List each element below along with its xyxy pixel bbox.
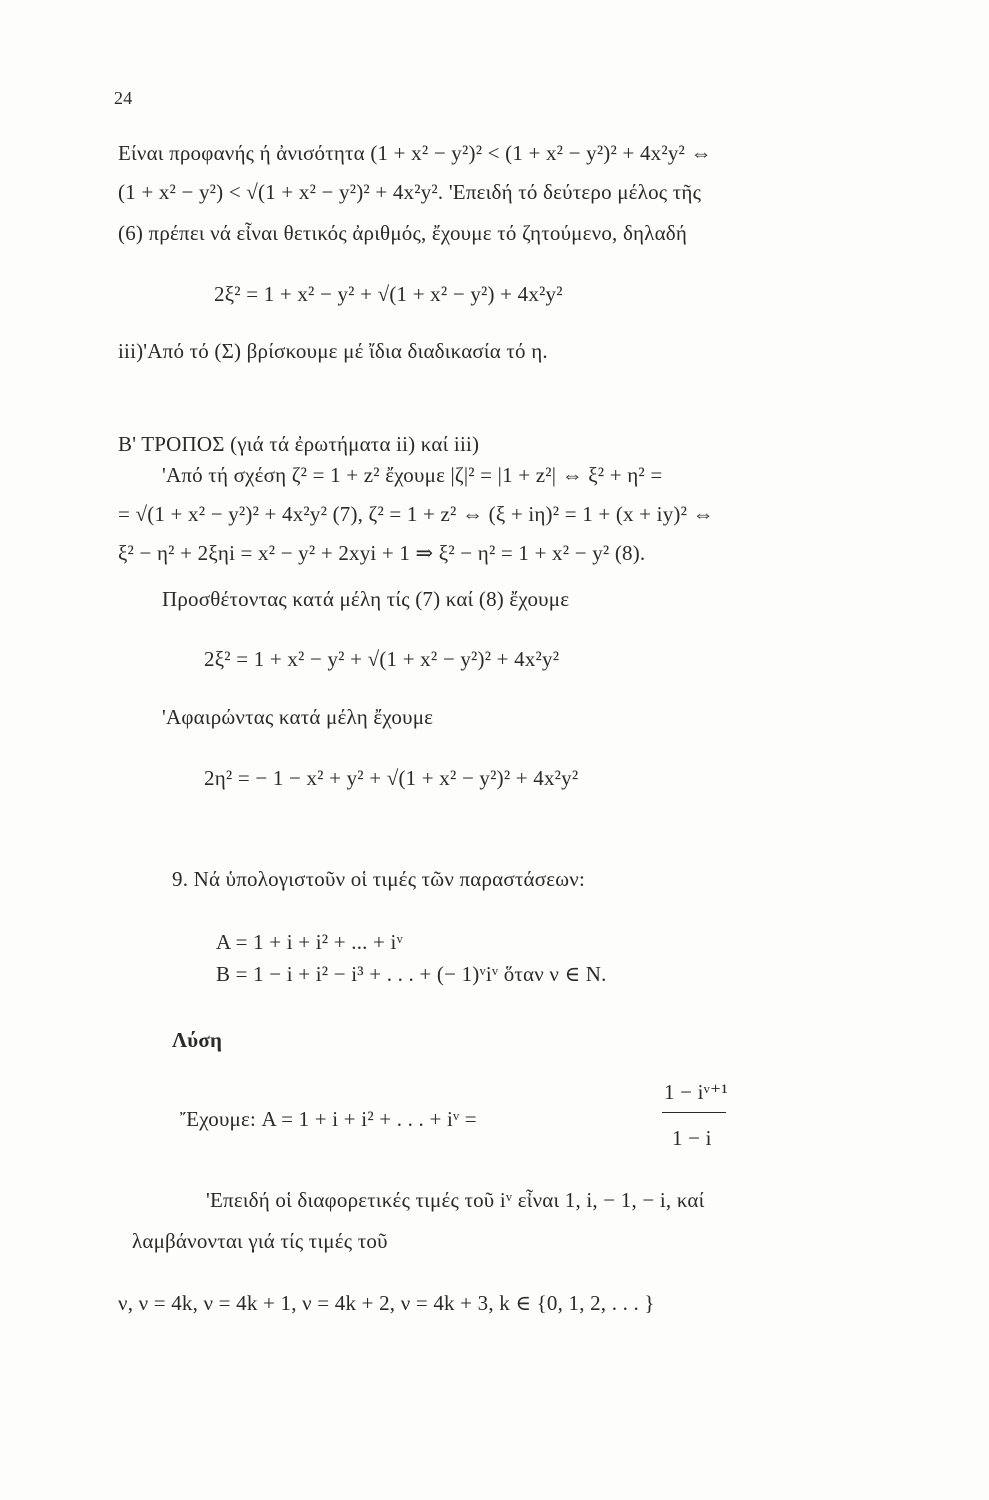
equation: A = 1 + i + i² + ... + iᵛ	[216, 930, 403, 954]
fraction-denominator: 1 − i	[672, 1126, 712, 1150]
equation: Ἔχουμε: A = 1 + i + i² + . . . + iᵛ =	[180, 1107, 477, 1131]
fraction-numerator: 1 − iᵛ⁺¹	[664, 1080, 728, 1104]
exercise-heading: 9. Νά ὑπολογιστοῦν οἱ τιμές τῶν παραστάσεων:	[172, 867, 586, 891]
text-line: = √(1 + x² − y²)² + 4x²y² (7), ζ² = 1 + z² ⇔ (ξ + iη)² = 1 + (x + iy)² ⇔	[118, 502, 714, 526]
text-line: iii)'Από τό (Σ) βρίσκουμε μέ ἴδια διαδικασία τό η.	[118, 339, 548, 363]
text-line: Είναι προφανής ή ἀνισότητα (1 + x² − y²)² < (1 + x² − y²)² + 4x²y² ⇔	[118, 141, 712, 165]
text-line: 'Αφαιρώντας κατά μέλη ἔχουμε	[162, 705, 434, 729]
page-number: 24	[114, 88, 133, 108]
fraction-bar	[662, 1112, 726, 1113]
text-line: λαμβάνονται γιά τίς τιμές τοῦ	[132, 1229, 388, 1253]
equation: ν, ν = 4k, ν = 4k + 1, ν = 4k + 2, ν = 4k + 3, k ∈ {0, 1, 2, . . . }	[118, 1291, 655, 1315]
equation: B = 1 − i + i² − i³ + . . . + (− 1)ᵛiᵛ ὅταν ν ∈ Ν.	[216, 962, 607, 986]
text-line: 'Από τή σχέση ζ² = 1 + z² ἔχουμε |ζ|² = |1 + z²| ⇔ ξ² + η² =	[162, 463, 663, 487]
equation: 2ξ² = 1 + x² − y² + √(1 + x² − y²)² + 4x²y²	[204, 647, 560, 671]
solution-heading: Λύση	[172, 1028, 223, 1052]
text-line: 'Επειδή οἱ διαφορετικές τιμές τοῦ iᵛ εἶναι 1, i, − 1, − i, καί	[206, 1188, 705, 1212]
text-line: (6) πρέπει νά εἶναι θετικός ἀριθμός, ἔχουμε τό ζητούμενο, δηλαδή	[118, 221, 688, 245]
section-heading: Β' ΤΡΟΠΟΣ (γιά τά ἐρωτήματα ii) καί iii)	[118, 432, 480, 456]
text-line: ξ² − η² + 2ξηi = x² − y² + 2xyi + 1 ⇒ ξ² − η² = 1 + x² − y² (8).	[118, 541, 646, 565]
equation: 2η² = − 1 − x² + y² + √(1 + x² − y²)² + 4x²y²	[204, 766, 579, 790]
text-line: (1 + x² − y²) < √(1 + x² − y²)² + 4x²y². 'Επειδή τό δεύτερο μέλος τῆς	[118, 180, 702, 204]
equation: 2ξ² = 1 + x² − y² + √(1 + x² − y²) + 4x²y²	[214, 282, 563, 306]
text-line: Προσθέτοντας κατά μέλη τίς (7) καί (8) ἔχουμε	[162, 587, 570, 611]
